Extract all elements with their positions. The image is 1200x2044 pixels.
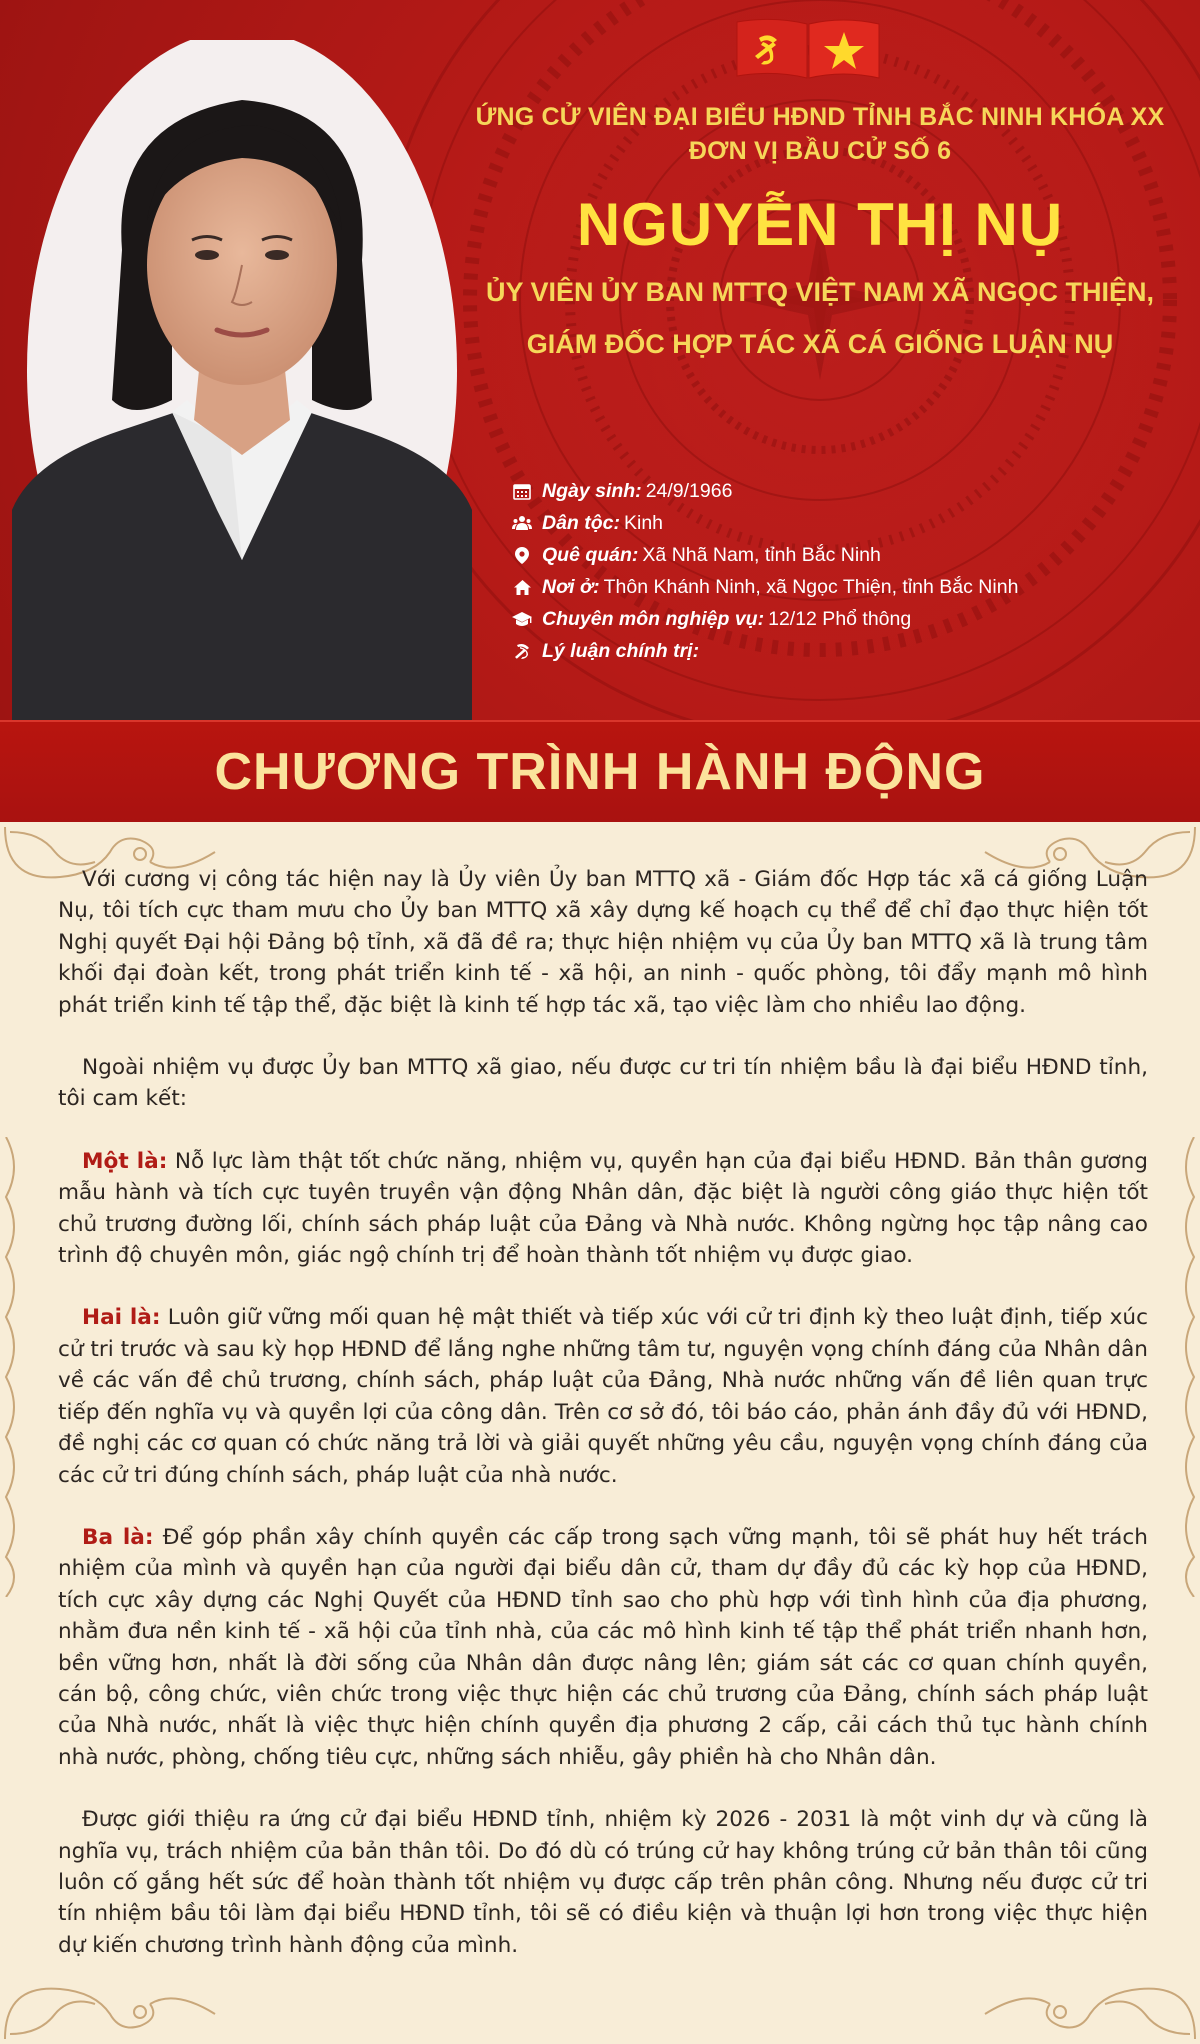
people-icon — [510, 513, 534, 533]
candidate-info-list — [510, 475, 1170, 667]
commitment-point-1 — [58, 1146, 1148, 1272]
point-text: Luôn giữ vững mối quan hệ mật thiết và tiếp xúc với cử tri định kỳ theo luật định, tiếp xúc cử tri trước và sau kỳ họp HĐND để lắng nghe những tâm tư, nguyện vọng chính đáng của Nhân dân về các vấn đề chủ trương, chính sách, pháp luật của Đảng, Nhà nước những vấn đề liên quan trực tiếp đến nghĩa vụ và quyền lợi của công dân. Trên cơ sở đó, tôi báo cáo, phản ánh đầy đủ với HĐND, đề nghị các cơ quan có chức năng trả lời và giải quyết những yêu cầu, nguyện vọng chính đáng của các cử tri đúng chính sách, pháp luật của nhà nước. — [58, 1305, 1148, 1488]
candidate-position-line2: GIÁM ĐỐC HỢP TÁC XÃ CÁ GIỐNG LUẬN NỤ — [526, 329, 1114, 359]
point-text: Để góp phần xây chính quyền các cấp trong sạch vững mạnh, tôi sẽ phát huy hết trách nhiệm của mình và quyền hạn của người đại biểu dân cử, tham dự đầy đủ các kỳ họp của HĐND, tích cực xây dựng các Nghị Quyết của HĐND tỉnh sao cho phù hợp với tình hình của địa phương, nhằm đưa nền kinh tế - xã hội của tỉnh nhà, của các mô hình kinh tế tập thể phát triển nhanh hơn, bền vững hơn, nhất là đời sống của Nhân dân được nâng lên; giám sát các cơ quan chính quyền, cán bộ, công chức, viên chức trong việc thực hiện các chủ trương của Đảng, chính sách pháp luật của Nhà nước, nhất là việc thực hiện chính quyền địa phương 2 cấp, cải cách thủ tục hành chính nhà nước, phòng, chống tiêu cực, những sách nhiễu, gây phiền hà cho Nhân dân. — [58, 1524, 1148, 1770]
info-row-birthdate — [510, 475, 1170, 507]
point-text: Nỗ lực làm thật tốt chức năng, nhiệm vụ, quyền hạn của đại biểu HĐND. Bản thân gương mẫu hành và tích cực tuyên truyền vận động Nhân dân, đặc biệt là người công giáo thực hiện tốt chủ trương đường lối, chính sách pháp luật của Đảng và Nhà nước. Không ngừng học tập nâng cao trình độ chuyên môn, giác ngộ chính trị để hoàn thành tốt nhiệm vụ được giao. — [58, 1148, 1148, 1269]
action-program-text — [58, 864, 1148, 1992]
calendar-icon — [510, 481, 534, 501]
commitment-point-3 — [58, 1522, 1148, 1773]
candidate-position-line1: ỦY VIÊN ỦY BAN MTTQ VIỆT NAM XÃ NGỌC THIỆN, — [485, 277, 1155, 307]
info-label: Dân tộc: — [542, 511, 620, 534]
section-title-banner — [0, 720, 1200, 822]
info-value: 12/12 Phổ thông — [768, 607, 912, 630]
graduation-cap-icon — [510, 609, 534, 629]
info-row-residence — [510, 571, 1170, 603]
point-lead: Ba là: — [82, 1524, 154, 1550]
info-value: Xã Nhã Nam, tỉnh Bắc Ninh — [642, 543, 881, 566]
action-program-section — [0, 822, 1200, 2044]
point-lead: Hai là: — [82, 1305, 161, 1331]
closing-paragraph: Được giới thiệu ra ứng cử đại biểu HĐND tỉnh, nhiệm kỳ 2026 - 2031 là một vinh dự và cũng là nghĩa vụ, trách nhiệm của bản thân tôi. Do đó dù có trúng cử hay không trúng cử bản thân tôi cũng luôn cố gắng hết sức để hoàn thành tốt nhiệm vụ được cấp trên phân công. Nhưng nếu được cử tri tín nhiệm bầu tôi làm đại biểu HĐND tỉnh, tôi sẽ có điều kiện và thuận lợi hơn trong việc thực hiện dự kiến chương trình hành động của mình. — [58, 1807, 1148, 1958]
location-pin-icon — [510, 545, 534, 565]
info-row-politics — [510, 635, 1170, 667]
commitment-point-2 — [58, 1302, 1148, 1490]
intro-paragraph: Với cương vị công tác hiện nay là Ủy viên Ủy ban MTTQ xã - Giám đốc Hợp tác xã cá giống Luận Nụ, tôi tích cực tham mưu cho Ủy ban MTTQ xã xây dựng kế hoạch cụ thể để chỉ đạo thực hiện tốt Nghị quyết Đại hội Đảng bộ tỉnh, xã đã đề ra; thực hiện nhiệm vụ của Ủy ban MTTQ xã là trung tâm khối đại đoàn kết, trong phát triển kinh tế - xã hội, an ninh - quốc phòng, tôi đẩy mạnh mô hình phát triển kinh tế tập thể, đặc biệt là kinh tế hợp tác xã, tạo việc làm cho nhiều lao động. — [58, 867, 1148, 1018]
info-row-education — [510, 603, 1170, 635]
home-icon — [510, 577, 534, 597]
candidate-portrait — [12, 40, 472, 720]
hammer-sickle-icon — [510, 641, 534, 661]
election-title-line1: ỨNG CỬ VIÊN ĐẠI BIỂU HĐND TỈNH BẮC NINH KHÓA XX — [475, 103, 1165, 131]
candidate-name: NGUYỄN THỊ NỤ — [576, 191, 1064, 258]
info-label: Ngày sinh: — [542, 479, 642, 502]
info-label: Nơi ở: — [542, 575, 600, 598]
info-value: 24/9/1966 — [645, 479, 733, 502]
title-block — [470, 100, 1170, 364]
commitment-paragraph: Ngoài nhiệm vụ được Ủy ban MTTQ xã giao, nếu được cư tri tín nhiệm bầu là đại biểu HĐND tỉnh, tôi cam kết: — [58, 1055, 1148, 1112]
side-ornament-left — [0, 1137, 26, 1597]
election-title-line2: ĐƠN VỊ BẦU CỬ SỐ 6 — [688, 137, 952, 165]
info-row-hometown — [510, 539, 1170, 571]
info-row-ethnicity — [510, 507, 1170, 539]
info-value: Kinh — [624, 511, 664, 534]
section-title: CHƯƠNG TRÌNH HÀNH ĐỘNG — [214, 743, 986, 801]
point-lead: Một là: — [82, 1148, 168, 1174]
info-label: Lý luận chính trị: — [542, 639, 700, 662]
info-value: Thôn Khánh Ninh, xã Ngọc Thiện, tỉnh Bắc Ninh — [603, 575, 1019, 598]
header-banner — [0, 0, 1200, 720]
info-label: Quê quán: — [542, 543, 639, 566]
party-and-national-flag-icon — [733, 16, 883, 86]
side-ornament-right — [1174, 1137, 1200, 1597]
info-label: Chuyên môn nghiệp vụ: — [542, 607, 765, 630]
